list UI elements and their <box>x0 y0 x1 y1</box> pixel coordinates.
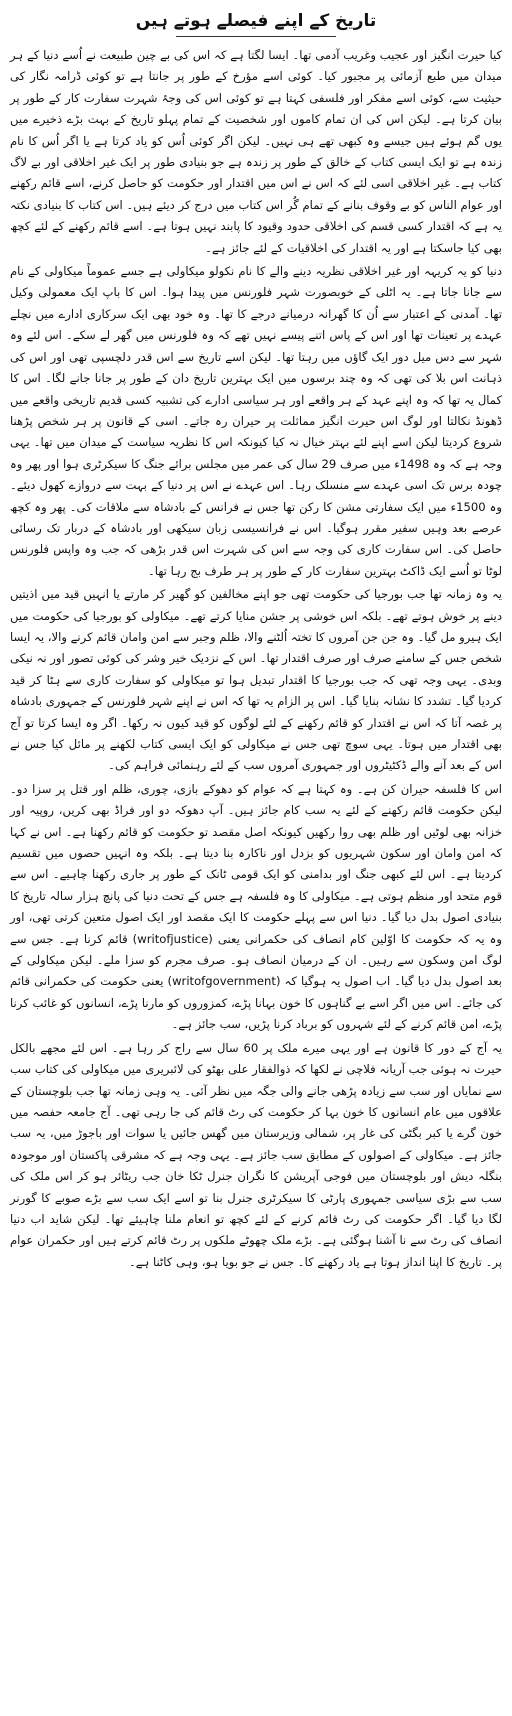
article-body <box>10 45 502 1273</box>
paragraph-1: کیا حیرت انگیز اور عجیب وغریب آدمی تھا۔ ایسا لگتا ہے کہ اس کی بے چین طبیعت نے اُسے دنیا کے ہر میدان میں طبع آزمائی پر مجبور کیا۔ کوئی اسے مؤرخ کے طور پر جانتا ہے تو کوئی ڈرامہ نگار کی حیثیت سے، کوئی اسے مفکر اور فلسفی کہتا ہے تو کوئی اس کی وجۂ شہرت سفارت کار کے طور پر بیان کرتا ہے۔ لیکن اس کی ان تمام کاموں اور شخصیت کے تمام پہلو تاریخ کے بہت بڑے ذخیرے میں یوں گم ہوئے ہیں جیسے وہ کبھی تھے ہی نہیں۔ لیکن اگر کوئی اُس کو یاد کرتا ہے یا اگر اُس کا نام زندہ ہے تو ایک ایسی کتاب کے خالق کے طور پر زندہ ہے جو بنیادی طور پر ایک غیر اخلاقی اور بے لاگ کتاب ہے۔ غیر اخلاقی اسی لئے کہ اس نے اس میں اقتدار اور حکومت کو حاصل کرنے، اسے قائم رکھنے اور عوام الناس کو بے وقوف بنانے کے تمام گُر اس کتاب میں درج کر دیئے ہیں۔ اس کتاب کا بنیادی نکتہ یہ ہے کہ اقتدار کسی قسم کی اخلاقی حدود وقیود کا پابند نہیں ہوتا ہے۔ اسے قائم رکھنے کے لئے کچھ بھی کیا جاسکتا ہے اور یہ اقتدار کی اخلاقیات کے لئے جائز ہے۔ <box>10 48 502 255</box>
headline-underline <box>176 36 336 37</box>
paragraph-4: اس کا فلسفہ حیران کن ہے۔ وہ کہتا ہے کہ عوام کو دھوکے بازی، چوری، ظلم اور قتل پر سزا دو۔ لیکن حکومت قائم رکھنے کے لئے یہ سب کام جائز ہیں۔ آپ دھوکہ دو اور فراڈ بھی کریں، روپیہ اور خزانہ بھی لوٹیں اور ظلم بھی روا رکھیں کیونکہ اصل مقصد تو حکومت کو قائم رکھنا ہے۔ اس نے کہا کہ امن وامان اور سکون شہریوں کو بزدل اور ناکارہ بنا دیتا ہے۔ بلکہ وہ انہیں حصوں میں تقسیم کردیتا ہے۔ اس لئے کبھی جنگ اور بدامنی کو ایک قومی ٹانک کے طور پر جاری رکھنا چاہیے۔ اس سے قوم متحد اور منظم ہوتی ہے۔ میکاولی کا وہ فلسفہ ہے جس کے تحت دنیا کی پانچ ہزار سالہ تاریخ کا بنیادی اصول بدل دیا گیا۔ دنیا اس سے پہلے حکومت کا ایک مقصد اور ایک اصول متعین کرتی تھی، اور وہ یہ کہ حکومت کا اوّلین کام انصاف کی حکمرانی یعنی (writofjustice) قائم کرنا ہے۔ جس سے لوگ امن وسکون سے رہیں۔ ان کے درمیان انصاف ہو۔ صرف مجرم کو سزا ملے۔ لیکن میکاولی کے بعد اصول بدل دیا گیا۔ اب اصول یہ ہوگیا کہ (writofgovernment) یعنی حکومت کی حکمرانی قائم کی جائے۔ اس میں اگر اسے بے گناہوں کا خون بہانا پڑے، کمزوروں کو مارنا پڑے، انسانوں کو غائب کرنا پڑے، امن قائم کرنے کے لئے شہروں کو برباد کرنا پڑیں، سب جائز ہے۔ <box>10 781 502 1032</box>
paragraph-3: یہ وہ زمانہ تھا جب بورجیا کی حکومت تھی جو اپنے مخالفین کو گھیر کر مارتے یا انہیں قید میں اذیتیں دینے پر خوش ہوتے تھے۔ بلکہ اس خوشی پر جشن منایا کرتے تھے۔ میکاولی کو بورجیا کی حکومت میں ایک ہیرو مل گیا۔ وہ جن جن آمروں کا تختہ اُلٹنے والا، ظلم وجبر سے امن وامان قائم کرنے والا، یہ ایسا شخص جس کے سامنے صرف اور صرف اقتدار تھا۔ اس کے نزدیک خیر وشر کی کوئی تصور اور نہ نیکی وبدی۔ یہی وجہ تھی کہ جب بورجیا کا اقتدار تبدیل ہوا تو میکاولی کو سفارت کاری سے ہٹا کر قید کردیا گیا۔ تشدد کا نشانہ بنایا گیا۔ اس پر الزام یہ تھا کہ اس نے اپنے شہر فلورنس کے جمہوری بادشاہ پر غصہ آتا کہ اس نے اقتدار کو قائم رکھنے کے لئے لوگوں کو قید کیوں نہ رکھا۔ اگر وہ ایسا کرتا تو آج بھی اقتدار میں ہوتا۔ یہی سوچ تھی جس نے میکاولی کو ایک ایسی کتاب لکھنے پر مائل کیا جس نے اس کے بعد آنے والے ڈکٹیٹروں اور جمہوری آمروں سب کے لئے رہنمائی فراہم کی۔ <box>10 587 502 773</box>
paragraph-2: دنیا کو یہ کریہہ اور غیر اخلاقی نظریہ دینے والے کا نام نکولو میکاولی ہے جسے عموماً میکاولی کے نام سے جانا جاتا ہے۔ یہ اٹلی کے خوبصورت شہر فلورنس میں پیدا ہوا۔ اس کا باپ ایک معمولی وکیل تھا۔ آمدنی کے اعتبار سے اُن کا گھرانہ درمیانے درجے کا تھا۔ وہ خود بھی ایک سرکاری ادارے میں نچلے عہدے پر تعینات تھا اور اس کے پاس اتنے پیسے نہیں تھے کہ وہ فلورنس میں گھر لے سکے۔ اس لئے وہ شہر سے دس میل دور ایک گاؤں میں رہتا تھا۔ لیکن اسے تاریخ سے اس قدر دلچسپی تھی اور اس کی ذہانت اس بلا کی تھی کہ وہ چند برسوں میں ایک بہترین تاریخ دان کے طور پر جانا جانے لگا۔ اس کا کمال یہ تھا کہ وہ اپنے عہد کے ہر واقعے اور ہر سیاسی ادارے کی تشبیہ کسی قدیم تاریخی واقعے میں ڈھونڈ نکالتا اور لوگ اس حیرت انگیز مماثلت پر حیران رہ جاتے۔ اسی کے قانون پر ہر شخص پڑھنا شروع کردیتا لیکن اسے اپنے لئے بہتر خیال نہ کیا کیونکہ اس کا نظریہ سیاست کے میدان میں تھا۔ یہی وجہ ہے کہ وہ 1498ء میں صرف 29 سال کی عمر میں مجلس برائے جنگ کا سیکرٹری ہوا اور پھر وہ چودہ برس تک اسی عہدے سے منسلک رہا۔ اس عہدے نے اس پر دنیا کے بہت سے دروازے کھول دیئے۔ وہ 1500ء میں ایک سفارتی مشن کا رکن تھا جس نے فرانس کے بادشاہ سے ملاقات کی۔ پھر وہ کچھ عرصے بعد وہیں سفیر مقرر ہوگیا۔ اس نے فرانسیسی زبان سیکھی اور بادشاہ کے دربار تک رسائی حاصل کی۔ اس سفارت کاری کی وجہ سے اس کی شہرت اس قدر بڑھی کہ جب وہ واپس فلورنس لوٹا تو اُسے ایک ڈاکٹ بہترین سفارت کار کے طور پر ہر طرف بج رہا تھا۔ <box>10 264 502 578</box>
paragraph-5: یہ آج کے دور کا قانون ہے اور یہی میرے ملک پر 60 سال سے راج کر رہا ہے۔ اس لئے مجھے بالکل حیرت نہ ہوئی جب آریانہ فلاچی نے لکھا کہ ذوالفقار علی بھٹو کی لائبریری میں میکاولی کی کتاب سب سے نمایاں اور سب سے زیادہ پڑھی جانے والی جگہ میں نظر آئی۔ یہ وہی زمانہ تھا جب بلوچستان کے علاقوں میں عام انسانوں کا خون بہا کر حکومت کی رٹ قائم کی جا رہی تھی۔ آج جامعہ حفصہ میں خون گرے یا کبر بگٹی کی غار پر، شمالی وزیرستان میں گھس جائیں یا سوات اور باجوڑ میں، یہ سب جائز ہے۔ میکاولی کے اصولوں کے مطابق سب جائز ہے۔ یہی وجہ ہے کہ مشرقی پاکستان اور موجودہ بنگلہ دیش اور بلوچستان میں فوجی آپریشن کا نگران جنرل ٹکا خان جب ریٹائر ہو کر اس ملک کی سب سے بڑی سیاسی جمہوری پارٹی کا سیکرٹری جنرل بنا تو اسے ایک سب سے بڑے صوبے کا گورنر لگا دیا گیا۔ اگر حکومت کی رٹ قائم کرنے کے لئے کچھ تو انعام ملنا چاہیئے تھا۔ لیکن شاید اب دنیا انصاف کی رٹ سے نا آشنا ہوگئی ہے۔ بڑے ملک چھوٹے ملکوں پر رٹ قائم کرتے ہیں اور حکمران عوام پر۔ تاریخ کا اپنا انداز ہوتا ہے یاد رکھنے کا۔ جس نے جو بویا ہو، وہی کاٹنا ہے۔ <box>10 1040 502 1269</box>
article-headline: تاریخ کے اپنے فیصلے ہوتے ہیں <box>135 11 377 31</box>
